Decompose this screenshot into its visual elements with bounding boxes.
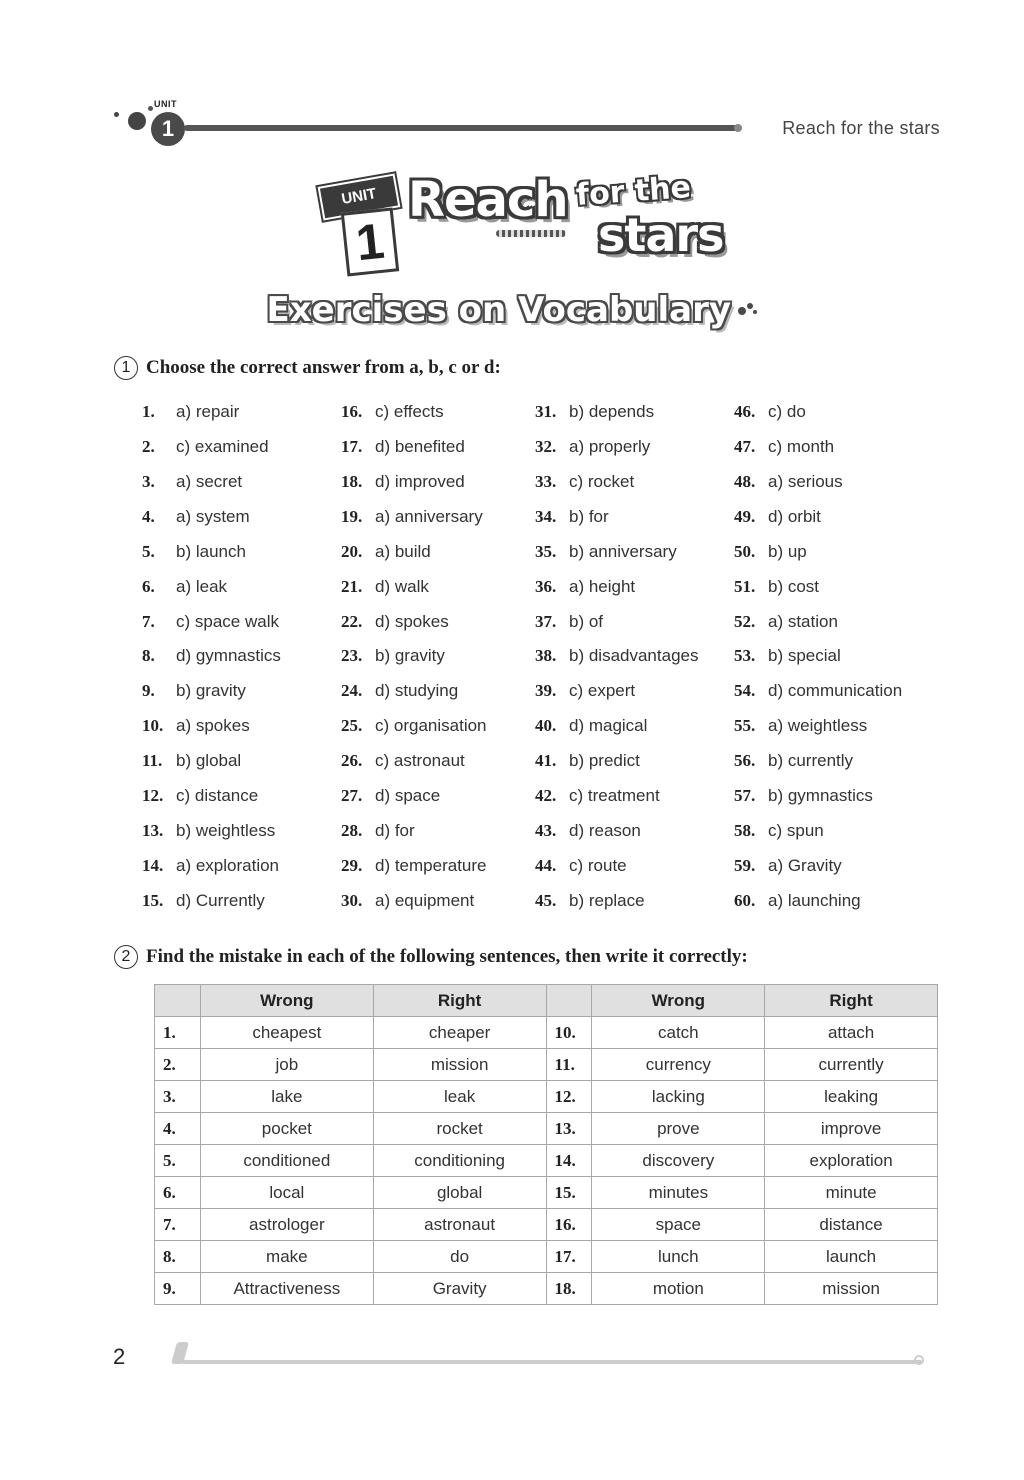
- table-cell: conditioned: [200, 1145, 373, 1177]
- list-item: [142, 891, 281, 926]
- item-number: 27.: [341, 786, 363, 806]
- list-item: [142, 646, 281, 681]
- item-answer: a) exploration: [176, 855, 280, 875]
- item-number: 54.: [734, 681, 756, 701]
- list-item: [535, 681, 698, 716]
- item-answer: b) gravity: [375, 646, 445, 666]
- table-row: [155, 1113, 938, 1145]
- answer-column: [734, 402, 902, 926]
- section-number: 2: [114, 945, 138, 969]
- list-item: [341, 856, 487, 891]
- table-row: [155, 1209, 938, 1241]
- item-number: 10.: [142, 716, 164, 736]
- table-cell: currency: [592, 1049, 765, 1081]
- item-number: 12.: [142, 786, 164, 806]
- item-answer: c) astronaut: [375, 751, 465, 771]
- item-number: 34.: [535, 506, 557, 526]
- list-item: [535, 786, 698, 821]
- item-number: 37.: [535, 611, 557, 631]
- item-number: 3.: [142, 471, 155, 491]
- table-cell: make: [200, 1241, 373, 1273]
- list-item: [341, 542, 487, 577]
- list-item: [341, 402, 487, 437]
- section-1-heading: [114, 356, 501, 380]
- item-answer: d) benefited: [375, 436, 465, 456]
- item-number: 4.: [142, 506, 155, 526]
- table-cell: prove: [592, 1113, 765, 1145]
- item-number: 32.: [535, 436, 557, 456]
- page-header: [110, 96, 940, 156]
- item-number: 28.: [341, 821, 363, 841]
- item-answer: b) gymnastics: [768, 786, 873, 806]
- list-item: [535, 821, 698, 856]
- item-number: 55.: [734, 716, 756, 736]
- list-item: [341, 891, 487, 926]
- unit-title-banner: [316, 170, 746, 275]
- table-cell: leaking: [765, 1081, 938, 1113]
- table-cell: mission: [373, 1049, 546, 1081]
- unit-number: 1: [151, 112, 185, 146]
- item-number: 40.: [535, 716, 557, 736]
- table-cell: launch: [765, 1241, 938, 1273]
- table-cell: astronaut: [373, 1209, 546, 1241]
- item-answer: c) expert: [569, 681, 636, 701]
- item-answer: c) do: [768, 402, 806, 421]
- item-number: 42.: [535, 786, 557, 806]
- row-number-cell: 1.: [155, 1017, 201, 1049]
- item-answer: b) special: [768, 646, 841, 666]
- item-number: 43.: [535, 821, 557, 841]
- table-cell: cheapest: [200, 1017, 373, 1049]
- footer-rule-end: [914, 1355, 924, 1365]
- list-item: [341, 786, 487, 821]
- table-cell: astrologer: [200, 1209, 373, 1241]
- table-cell: local: [200, 1177, 373, 1209]
- section-banner-title: Exercises on Vocabulary: [266, 290, 732, 330]
- header-cell: Wrong: [200, 985, 373, 1017]
- table-cell: Gravity: [373, 1273, 546, 1305]
- section-number: 1: [114, 356, 138, 380]
- item-number: 17.: [341, 436, 363, 456]
- corrections-table: [154, 984, 938, 1305]
- answer-column: [142, 402, 281, 926]
- row-number-cell: 4.: [155, 1113, 201, 1145]
- item-number: 56.: [734, 751, 756, 771]
- item-answer: a) properly: [569, 436, 651, 456]
- list-item: [535, 751, 698, 786]
- section-heading-text: Find the mistake in each of the following sentences, then write it correctly:: [146, 946, 748, 967]
- item-answer: c) examined: [176, 436, 269, 456]
- item-answer: b) anniversary: [569, 541, 677, 561]
- list-item: [535, 856, 698, 891]
- list-item: [341, 681, 487, 716]
- item-number: 53.: [734, 646, 756, 666]
- section-heading-text: Choose the correct answer from a, b, c or d:: [146, 357, 501, 378]
- table-row: [155, 1017, 938, 1049]
- table-cell: minutes: [592, 1177, 765, 1209]
- item-number: 19.: [341, 506, 363, 526]
- item-answer: a) height: [569, 576, 636, 596]
- table-row: [155, 1049, 938, 1081]
- item-number: 5.: [142, 541, 155, 561]
- table-cell: catch: [592, 1017, 765, 1049]
- list-item: [142, 716, 281, 751]
- row-number-cell: 7.: [155, 1209, 201, 1241]
- table-row: [155, 1177, 938, 1209]
- item-number: 8.: [142, 646, 155, 666]
- item-number: 29.: [341, 855, 363, 875]
- item-number: 58.: [734, 821, 756, 841]
- list-item: [734, 891, 902, 926]
- list-item: [142, 612, 281, 647]
- row-number-cell: 9.: [155, 1273, 201, 1305]
- list-item: [535, 402, 698, 437]
- item-number: 16.: [341, 402, 363, 421]
- list-item: [734, 577, 902, 612]
- table-cell: exploration: [765, 1145, 938, 1177]
- item-answer: a) spokes: [176, 716, 250, 736]
- item-number: 24.: [341, 681, 363, 701]
- list-item: [535, 646, 698, 681]
- row-number-cell: 12.: [546, 1081, 592, 1113]
- list-item: [734, 646, 902, 681]
- item-answer: c) rocket: [569, 471, 635, 491]
- item-number: 25.: [341, 716, 363, 736]
- list-item: [341, 472, 487, 507]
- list-item: [341, 716, 487, 751]
- item-number: 57.: [734, 786, 756, 806]
- item-number: 52.: [734, 611, 756, 631]
- list-item: [734, 751, 902, 786]
- list-item: [341, 437, 487, 472]
- item-answer: c) distance: [176, 786, 259, 806]
- splash-icon: [736, 301, 758, 315]
- item-number: 9.: [142, 681, 155, 701]
- item-answer: b) predict: [569, 751, 640, 771]
- list-item: [734, 821, 902, 856]
- item-answer: a) equipment: [375, 890, 475, 910]
- list-item: [734, 507, 902, 542]
- table-cell: leak: [373, 1081, 546, 1113]
- row-number-cell: 11.: [546, 1049, 592, 1081]
- rocket-icon: [496, 230, 566, 237]
- item-answer: c) organisation: [375, 716, 487, 736]
- item-number: 35.: [535, 541, 557, 561]
- item-answer: c) month: [768, 436, 835, 456]
- list-item: [535, 577, 698, 612]
- running-title: Reach for the stars: [782, 118, 940, 138]
- item-number: 46.: [734, 402, 756, 421]
- section-banner: [0, 290, 1024, 330]
- row-number-cell: 15.: [546, 1177, 592, 1209]
- item-answer: a) serious: [768, 471, 843, 491]
- item-number: 36.: [535, 576, 557, 596]
- row-number-cell: 8.: [155, 1241, 201, 1273]
- header-rule-end: [734, 124, 742, 132]
- item-answer: a) repair: [176, 402, 240, 421]
- item-number: 30.: [341, 890, 363, 910]
- item-answer: c) space walk: [176, 611, 279, 631]
- item-answer: a) leak: [176, 576, 228, 596]
- table-cell: do: [373, 1241, 546, 1273]
- item-number: 50.: [734, 541, 756, 561]
- item-number: 7.: [142, 611, 155, 631]
- table-cell: lacking: [592, 1081, 765, 1113]
- item-number: 13.: [142, 821, 164, 841]
- item-number: 60.: [734, 890, 756, 910]
- list-item: [734, 612, 902, 647]
- answer-column: [535, 402, 698, 926]
- item-answer: d) magical: [569, 716, 648, 736]
- item-answer: c) route: [569, 855, 627, 875]
- table-cell: pocket: [200, 1113, 373, 1145]
- row-number-cell: 17.: [546, 1241, 592, 1273]
- item-number: 26.: [341, 751, 363, 771]
- list-item: [734, 786, 902, 821]
- item-number: 39.: [535, 681, 557, 701]
- answer-column: [341, 402, 487, 926]
- item-number: 1.: [142, 402, 155, 421]
- header-rule: [184, 125, 742, 131]
- table-cell: cheaper: [373, 1017, 546, 1049]
- table-cell: currently: [765, 1049, 938, 1081]
- item-answer: b) global: [176, 751, 242, 771]
- item-answer: b) cost: [768, 576, 820, 596]
- item-answer: a) anniversary: [375, 506, 483, 526]
- table-cell: space: [592, 1209, 765, 1241]
- item-answer: a) launching: [768, 890, 861, 910]
- header-cell: Right: [373, 985, 546, 1017]
- decor-dot: [148, 106, 153, 111]
- item-number: 41.: [535, 751, 557, 771]
- item-number: 44.: [535, 855, 557, 875]
- item-answer: d) studying: [375, 681, 459, 701]
- item-answer: d) improved: [375, 471, 465, 491]
- item-number: 23.: [341, 646, 363, 666]
- table-row: [155, 1273, 938, 1305]
- item-answer: b) up: [768, 541, 807, 561]
- table-row: [155, 1241, 938, 1273]
- item-answer: a) weightless: [768, 716, 868, 736]
- item-answer: c) treatment: [569, 786, 660, 806]
- item-answer: a) secret: [176, 471, 243, 491]
- table-cell: attach: [765, 1017, 938, 1049]
- unit-badge-number: 1: [341, 207, 399, 276]
- list-item: [734, 542, 902, 577]
- list-item: [142, 402, 281, 437]
- item-number: 45.: [535, 890, 557, 910]
- list-item: [142, 786, 281, 821]
- item-answer: b) launch: [176, 541, 246, 561]
- row-number-cell: 3.: [155, 1081, 201, 1113]
- table-cell: lunch: [592, 1241, 765, 1273]
- list-item: [734, 437, 902, 472]
- decor-dot: [128, 112, 146, 130]
- item-answer: d) communication: [768, 681, 903, 701]
- item-answer: a) build: [375, 541, 431, 561]
- list-item: [535, 612, 698, 647]
- row-number-cell: 13.: [546, 1113, 592, 1145]
- list-item: [535, 437, 698, 472]
- item-number: 20.: [341, 541, 363, 561]
- item-answer: b) of: [569, 611, 604, 631]
- unit-badge-label: UNIT: [318, 173, 401, 220]
- header-cell: Right: [765, 985, 938, 1017]
- item-number: 51.: [734, 576, 756, 596]
- list-item: [535, 542, 698, 577]
- item-answer: c) effects: [375, 402, 444, 421]
- table-cell: lake: [200, 1081, 373, 1113]
- item-answer: a) system: [176, 506, 250, 526]
- list-item: [734, 716, 902, 751]
- table-row: [155, 1145, 938, 1177]
- item-answer: d) space: [375, 786, 441, 806]
- list-item: [142, 821, 281, 856]
- item-number: 22.: [341, 611, 363, 631]
- item-number: 18.: [341, 471, 363, 491]
- decor-dot: [114, 112, 119, 117]
- item-answer: d) walk: [375, 576, 429, 596]
- item-number: 15.: [142, 890, 164, 910]
- list-item: [142, 577, 281, 612]
- list-item: [142, 751, 281, 786]
- list-item: [142, 681, 281, 716]
- title-stars: stars: [598, 208, 724, 262]
- table-cell: job: [200, 1049, 373, 1081]
- table-cell: conditioning: [373, 1145, 546, 1177]
- item-number: 21.: [341, 576, 363, 596]
- table-cell: rocket: [373, 1113, 546, 1145]
- table-cell: global: [373, 1177, 546, 1209]
- item-answer: b) currently: [768, 751, 854, 771]
- unit-label: UNIT: [154, 99, 177, 109]
- row-number-cell: 16.: [546, 1209, 592, 1241]
- item-number: 31.: [535, 402, 557, 421]
- item-number: 6.: [142, 576, 155, 596]
- table-cell: motion: [592, 1273, 765, 1305]
- list-item: [341, 646, 487, 681]
- header-cell: [155, 985, 201, 1017]
- title-main: Reach: [408, 172, 568, 228]
- item-answer: b) replace: [569, 890, 645, 910]
- item-answer: d) Currently: [176, 890, 265, 910]
- unit-badge: [320, 176, 400, 272]
- list-item: [341, 821, 487, 856]
- section-2-heading: [114, 945, 748, 969]
- list-item: [341, 751, 487, 786]
- item-number: 14.: [142, 855, 164, 875]
- item-answer: a) Gravity: [768, 855, 842, 875]
- item-answer: d) orbit: [768, 506, 821, 526]
- list-item: [142, 856, 281, 891]
- table-cell: Attractiveness: [200, 1273, 373, 1305]
- item-answer: d) reason: [569, 821, 641, 841]
- item-answer: b) disadvantages: [569, 646, 699, 666]
- list-item: [535, 472, 698, 507]
- list-item: [142, 472, 281, 507]
- item-answer: c) spun: [768, 821, 824, 841]
- list-item: [142, 542, 281, 577]
- list-item: [535, 716, 698, 751]
- row-number-cell: 18.: [546, 1273, 592, 1305]
- row-number-cell: 14.: [546, 1145, 592, 1177]
- item-answer: d) spokes: [375, 611, 449, 631]
- row-number-cell: 10.: [546, 1017, 592, 1049]
- item-number: 48.: [734, 471, 756, 491]
- item-answer: b) for: [569, 506, 609, 526]
- page-number: 2: [113, 1344, 126, 1369]
- table-row: [155, 1081, 938, 1113]
- header-cell: Wrong: [592, 985, 765, 1017]
- item-answer: d) gymnastics: [176, 646, 281, 666]
- list-item: [142, 507, 281, 542]
- list-item: [734, 472, 902, 507]
- item-number: 38.: [535, 646, 557, 666]
- item-number: 33.: [535, 471, 557, 491]
- table-cell: distance: [765, 1209, 938, 1241]
- header-cell: [546, 985, 592, 1017]
- list-item: [734, 681, 902, 716]
- row-number-cell: 6.: [155, 1177, 201, 1209]
- item-number: 49.: [734, 506, 756, 526]
- list-item: [341, 507, 487, 542]
- item-answer: b) depends: [569, 402, 655, 421]
- table-cell: minute: [765, 1177, 938, 1209]
- list-item: [535, 891, 698, 926]
- item-number: 11.: [142, 751, 163, 771]
- item-answer: a) station: [768, 611, 838, 631]
- list-item: [341, 577, 487, 612]
- footer-rule: [182, 1360, 922, 1364]
- list-item: [341, 612, 487, 647]
- item-number: 59.: [734, 855, 756, 875]
- title-for: for the: [574, 170, 693, 213]
- table-header-row: [155, 985, 938, 1017]
- list-item: [142, 437, 281, 472]
- item-answer: b) weightless: [176, 821, 276, 841]
- list-item: [734, 402, 902, 437]
- table-cell: improve: [765, 1113, 938, 1145]
- row-number-cell: 2.: [155, 1049, 201, 1081]
- item-number: 2.: [142, 436, 155, 456]
- table-cell: mission: [765, 1273, 938, 1305]
- list-item: [535, 507, 698, 542]
- item-answer: d) for: [375, 821, 415, 841]
- row-number-cell: 5.: [155, 1145, 201, 1177]
- item-answer: b) gravity: [176, 681, 246, 701]
- list-item: [734, 856, 902, 891]
- item-answer: d) temperature: [375, 855, 487, 875]
- item-number: 47.: [734, 436, 756, 456]
- table-cell: discovery: [592, 1145, 765, 1177]
